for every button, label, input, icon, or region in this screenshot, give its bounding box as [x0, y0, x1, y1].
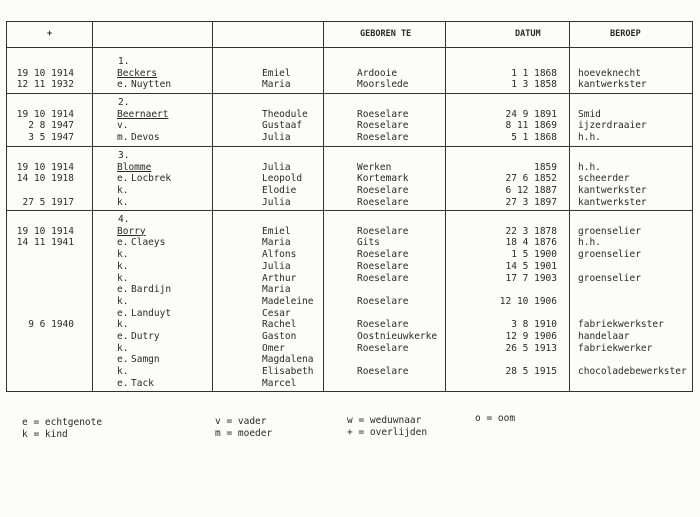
legend-oom: o = oom — [475, 413, 516, 424]
birthplace: Roeselare — [357, 342, 409, 354]
column-divider — [92, 21, 93, 392]
surname: Samgn — [131, 354, 160, 366]
relation-code: e. — [117, 354, 129, 366]
occupation: kantwerkster — [578, 196, 647, 208]
death-date: 19 10 1914 — [16, 67, 74, 79]
given-name: Julia — [262, 161, 291, 173]
family-number: 1. — [118, 56, 130, 67]
family-number: 2. — [118, 97, 130, 108]
birthplace: Roeselare — [357, 196, 409, 208]
relation-code: e. — [117, 237, 129, 249]
birthplace: Roeselare — [357, 319, 409, 331]
family-head-surname: Beernaert — [117, 108, 169, 120]
occupation: fabriekwerker — [578, 342, 653, 354]
relation-code: k. — [117, 295, 129, 307]
death-date: 19 10 1914 — [16, 225, 74, 237]
header-date: DATUM — [515, 29, 541, 39]
occupation: groenselier — [578, 225, 641, 237]
occupation: chocoladebewerkster — [578, 366, 687, 378]
death-date: 12 11 1932 — [16, 79, 74, 91]
death-date: 2 8 1947 — [28, 120, 74, 132]
birth-date: 3 8 1910 — [511, 319, 557, 331]
legend-weduwnaar: w = weduwnaar — [347, 415, 422, 426]
birth-date: 18 4 1876 — [505, 237, 557, 249]
occupation: handelaar — [578, 331, 630, 342]
given-name: Alfons — [262, 249, 297, 261]
given-name: Julia — [262, 132, 291, 144]
birthplace: Roeselare — [357, 272, 409, 284]
birthplace: Roeselare — [357, 185, 409, 197]
relation-code: k. — [117, 196, 129, 208]
surname: Locbrek — [131, 173, 172, 185]
column-divider — [212, 21, 213, 392]
relation-code: k. — [117, 249, 129, 261]
birth-date: 14 5 1901 — [505, 260, 557, 272]
birthplace: Oostnieuwkerke — [357, 331, 438, 342]
birth-date: 24 9 1891 — [505, 108, 557, 120]
relation-code: k. — [117, 260, 129, 272]
relation-code: e. — [117, 173, 129, 185]
surname: Bardijn — [131, 284, 172, 296]
birthplace: Roeselare — [357, 120, 409, 132]
birthplace: Kortemark — [357, 173, 409, 185]
surname: Devos — [131, 132, 160, 144]
birth-date: 1 5 1900 — [511, 249, 557, 261]
birth-date: 26 5 1913 — [505, 342, 557, 354]
occupation: h.h. — [578, 161, 601, 173]
birthplace: Gits — [357, 237, 380, 249]
family-head-surname: Blomme — [117, 161, 152, 173]
given-name: Gustaaf — [262, 120, 303, 132]
relation-code: k. — [117, 272, 129, 284]
death-date: 14 10 1918 — [16, 173, 74, 185]
birth-date: 1 1 1868 — [511, 67, 557, 79]
occupation: Smid — [578, 108, 601, 120]
legend-moeder: m = moeder — [215, 428, 273, 439]
occupation: scheerder — [578, 173, 630, 185]
family-separator — [6, 93, 692, 94]
given-name: Arthur — [262, 272, 297, 284]
birth-date: 6 12 1887 — [505, 185, 557, 197]
column-divider — [323, 21, 324, 392]
relation-code: e. — [117, 284, 129, 296]
given-name: Gaston — [262, 331, 297, 342]
surname: Landuyt — [131, 307, 172, 319]
legend-overlijden: + = overlijden — [347, 427, 428, 438]
birth-date: 12 10 1906 — [499, 295, 557, 307]
legend-kind: k = kind — [22, 429, 68, 440]
column-divider — [445, 21, 446, 392]
surname: Claeys — [131, 237, 166, 249]
header-death: + — [47, 29, 53, 39]
birth-date: 5 1 1868 — [511, 132, 557, 144]
birth-date: 27 6 1852 — [505, 173, 557, 185]
death-date: 19 10 1914 — [16, 108, 74, 120]
occupation: hoeveknecht — [578, 67, 641, 79]
given-name: Madeleine — [262, 295, 314, 307]
relation-code: k. — [117, 342, 129, 354]
given-name: Maria — [262, 79, 291, 91]
given-name: Elodie — [262, 185, 297, 197]
birthplace: Roeselare — [357, 108, 409, 120]
birth-date: 1859 — [534, 161, 557, 173]
given-name: Emiel — [262, 67, 291, 79]
occupation: fabriekwerkster — [578, 319, 664, 331]
family-head-surname: Borry — [117, 225, 146, 237]
header-birthplace: GEBOREN TE — [360, 29, 412, 39]
given-name: Leopold — [262, 173, 303, 185]
given-name: Maria — [262, 284, 291, 296]
occupation: h.h. — [578, 132, 601, 144]
given-name: Julia — [262, 260, 291, 272]
birth-date: 27 3 1897 — [505, 196, 557, 208]
birthplace: Roeselare — [357, 366, 409, 378]
death-date: 9 6 1940 — [28, 319, 74, 331]
birthplace: Roeselare — [357, 225, 409, 237]
legend-vader: v = vader — [215, 416, 267, 427]
occupation: kantwerkster — [578, 79, 647, 91]
occupation: ijzerdraaier — [578, 120, 647, 132]
given-name: Marcel — [262, 377, 297, 389]
relation-code: e. — [117, 377, 129, 389]
birthplace: Roeselare — [357, 132, 409, 144]
family-separator — [6, 210, 692, 211]
surname: Dutry — [131, 331, 160, 342]
birthplace: Werken — [357, 161, 392, 173]
relation-code: k. — [117, 185, 129, 197]
given-name: Emiel — [262, 225, 291, 237]
relation-code: e. — [117, 307, 129, 319]
table-top-border — [6, 21, 692, 22]
occupation: groenselier — [578, 272, 641, 284]
table-right-border — [692, 21, 693, 392]
relation-code: k. — [117, 366, 129, 378]
table-left-border — [6, 21, 7, 392]
family-number: 4. — [118, 214, 130, 225]
given-name: Maria — [262, 237, 291, 249]
given-name: Omer — [262, 342, 285, 354]
relation-code: e. — [117, 79, 129, 91]
family-number: 3. — [118, 150, 130, 161]
surname: Tack — [131, 377, 154, 389]
given-name: Elisabeth — [262, 366, 314, 378]
surname: Nuytten — [131, 79, 172, 91]
birthplace: Roeselare — [357, 260, 409, 272]
relation-code: m. — [117, 132, 129, 144]
death-date: 19 10 1914 — [16, 161, 74, 173]
legend-echtgenote: e = echtgenote — [22, 417, 103, 428]
death-date: 27 5 1917 — [22, 196, 74, 208]
death-date: 3 5 1947 — [28, 132, 74, 144]
birth-date: 8 11 1869 — [505, 120, 557, 132]
header-bottom-border — [6, 47, 692, 48]
birth-date: 12 9 1906 — [505, 331, 557, 342]
birth-date: 17 7 1903 — [505, 272, 557, 284]
relation-code: e. — [117, 331, 129, 342]
birthplace: Roeselare — [357, 249, 409, 261]
occupation: groenselier — [578, 249, 641, 261]
given-name: Julia — [262, 196, 291, 208]
given-name: Theodule — [262, 108, 308, 120]
column-divider — [569, 21, 570, 392]
family-separator — [6, 146, 692, 147]
header-occupation: BEROEP — [610, 29, 641, 39]
relation-code: k. — [117, 319, 129, 331]
birthplace: Moorslede — [357, 79, 409, 91]
death-date: 14 11 1941 — [16, 237, 74, 249]
family-head-surname: Beckers — [117, 67, 158, 79]
birthplace: Ardooie — [357, 67, 398, 79]
birth-date: 28 5 1915 — [505, 366, 557, 378]
given-name: Magdalena — [262, 354, 314, 366]
given-name: Rachel — [262, 319, 297, 331]
birth-date: 22 3 1878 — [505, 225, 557, 237]
given-name: Cesar — [262, 307, 291, 319]
table-bottom-border — [6, 391, 692, 392]
relation-code: v. — [117, 120, 129, 132]
birth-date: 1 3 1858 — [511, 79, 557, 91]
birthplace: Roeselare — [357, 295, 409, 307]
occupation: kantwerkster — [578, 185, 647, 197]
occupation: h.h. — [578, 237, 601, 249]
